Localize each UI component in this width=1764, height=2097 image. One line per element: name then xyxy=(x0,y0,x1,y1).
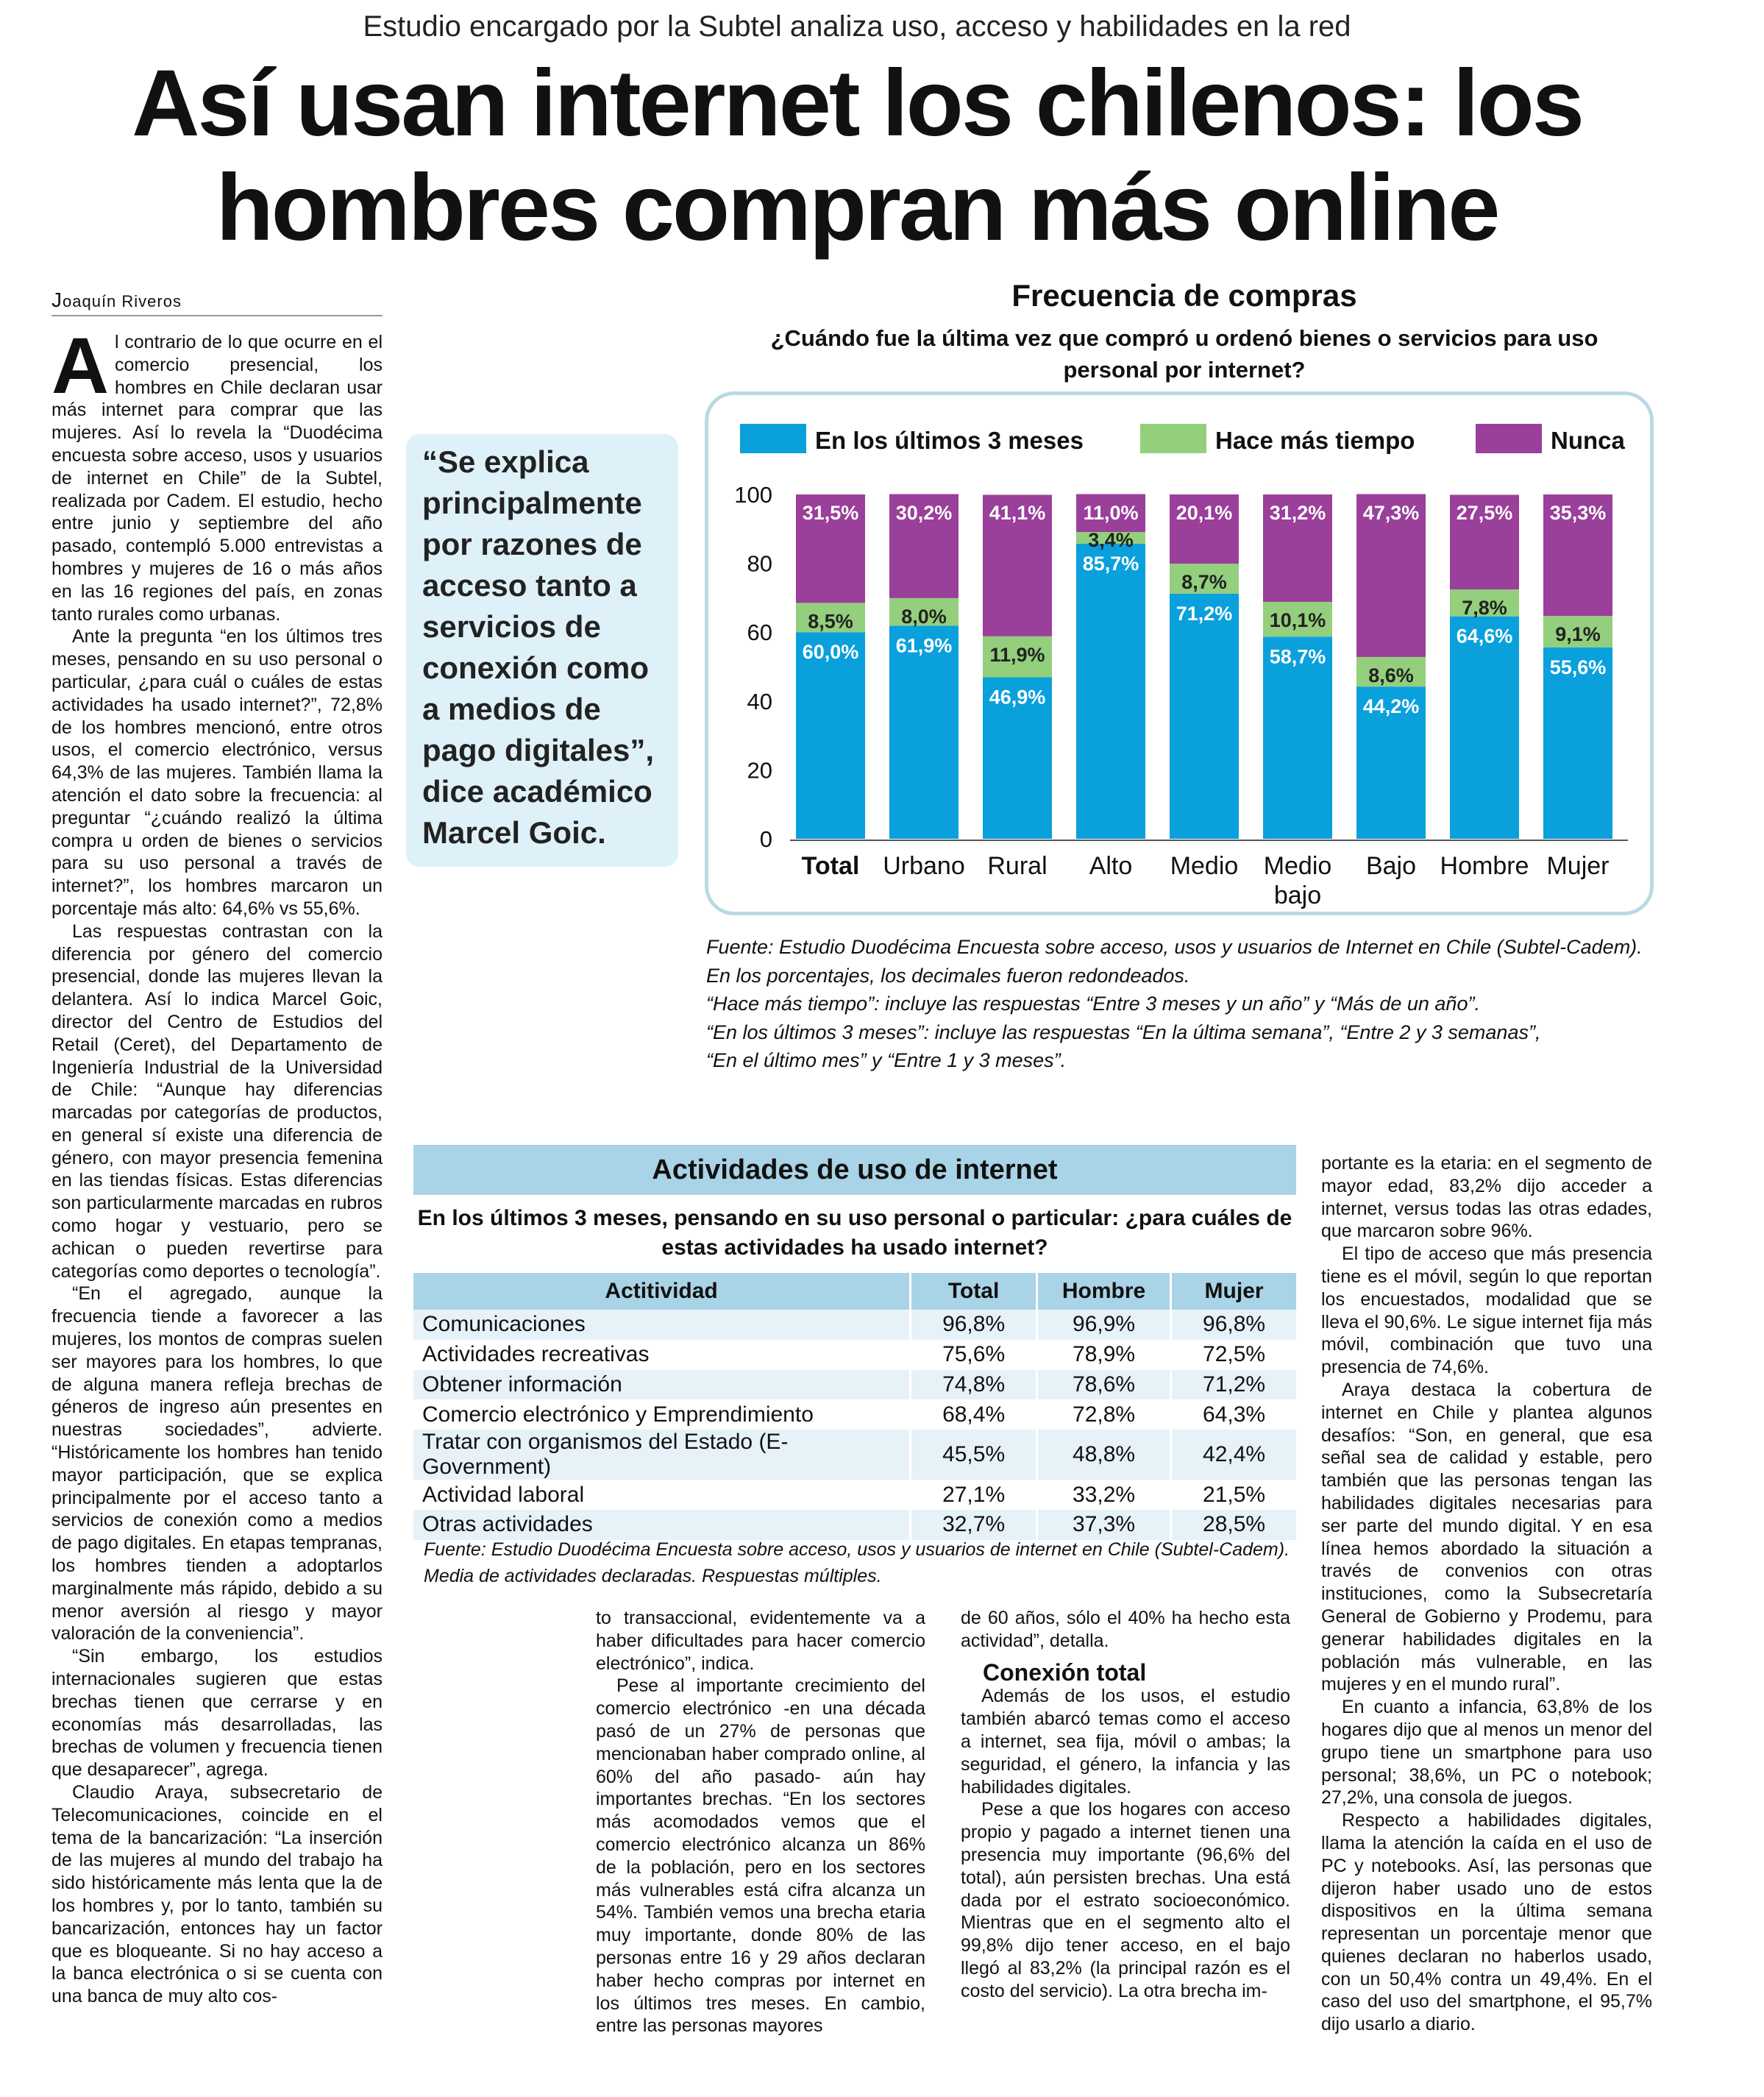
total-cell: 74,8% xyxy=(911,1370,1037,1400)
activity-name-cell: Tratar con organismos del Estado (E-Government) xyxy=(413,1430,911,1480)
paragraph: l contrario de lo que ocurre en el comercio presencial, los hombres en Chile declaran usar más internet para comprar que las mujeres. Así lo revela la “Duodécima encuesta sobre acceso, usos y usuarios de internet en Chile” de la Subtel, realizada por Cadem. El estudio, hecho entre junio y septiembre del año pasado, contempló 5.000 entrevistas a hombres y mujeres de 16 o más años en las 16 regiones del país, en zonas tanto rurales como urbanas. xyxy=(51,332,383,625)
total-cell: 68,4% xyxy=(911,1399,1037,1430)
data-label: 8,5% xyxy=(808,610,853,633)
data-label: 8,7% xyxy=(1181,571,1227,594)
y-tick-label: 100 xyxy=(734,482,772,508)
activity-name-cell: Comercio electrónico y Emprendimiento xyxy=(422,1402,814,1427)
category-label: Bajo xyxy=(1365,852,1417,880)
data-label: 46,9% xyxy=(989,686,1046,709)
category-label: Rural xyxy=(987,852,1048,880)
data-label: 3,4% xyxy=(1088,528,1134,551)
header-mujer: Mujer xyxy=(1171,1273,1296,1310)
chart-title: Frecuencia de compras xyxy=(1011,278,1357,313)
headline-line-1: Así usan internet los chilenos: los xyxy=(132,51,1582,156)
category-label: Urbano xyxy=(883,852,965,880)
table-row xyxy=(413,1430,1296,1480)
table-row xyxy=(413,1510,1296,1540)
data-label: 71,2% xyxy=(1176,602,1233,625)
mujer-cell: 64,3% xyxy=(1171,1399,1296,1430)
data-label: 27,5% xyxy=(1456,502,1513,524)
table-header-row xyxy=(413,1273,1296,1310)
paragraph: Pese al importante crecimiento del comercio electrónico -en una década pasó de un 27% de personas que mencionaban haber comprado online, al 60% del año pasado- aún hay importantes brechas. “En los sectores más acomodados vemos que el comercio electrónico alcanza un 86% de la población, pero en los sectores más vulnerables está cifra alcanza un 54%. También vemos una brecha etaria muy importante, donde 80% de las personas entre 16 y 29 años declaran haber hecho compras por internet en los últimos tres meses. En cambio, entre las personas mayores xyxy=(596,1675,925,2037)
paragraph: Ante la pregunta “en los últimos tres meses, pensando en su uso personal o particular, ¿para cuál o cuáles de estas actividades ha usado internet?”, 72,8% de los hombres mencionó, entre otros usos, el comercio electrónico, versus 64,3% de las mujeres. También llama la atención el dato sobre la frecuencia: al preguntar “¿cuándo realizó la última compra u orden de bienes o servicios para su uso personal a través de internet?”, los hombres marcaron un porcentaje más alto: 64,6% vs 55,6%. xyxy=(51,626,383,919)
mujer-cell: 96,8% xyxy=(1171,1310,1296,1340)
data-label: 10,1% xyxy=(1269,609,1326,632)
hombre-cell: 37,3% xyxy=(1037,1510,1171,1540)
paragraph: Las respuestas contrastan con la diferencia por género del comercio presencial, donde las mujeres llevan la delantera. Así lo indica Marcel Goic, director del Centro de Estudios del Retail (Ceret), del Departamento de Ingeniería Industrial de la Universidad de Chile: “Aunque hay diferencias marcadas por categorías de productos, en general sí existe una diferencia de género, con mayor presencia femenina en las tiendas físicas. Estas diferencias son particularmente marcadas en rubros como hogar y vestuario, pero se achican o pueden revertirse para categorías como deportes o tecnología”. xyxy=(51,920,383,1282)
pull-quote: “Se explica principalmente por razones de acceso tanto a servicios de conexión como a medios de pago digitales”, dice académico Marcel Goic. xyxy=(422,444,655,850)
legend-swatch xyxy=(740,424,806,453)
mujer-cell: 42,4% xyxy=(1171,1430,1296,1480)
activity-name-cell: Actividades recreativas xyxy=(422,1342,650,1367)
hombre-cell: 33,2% xyxy=(1037,1480,1171,1510)
bar-segment xyxy=(1170,594,1239,839)
hombre-cell: 96,9% xyxy=(1037,1310,1171,1340)
article-column-4 xyxy=(1321,1152,1652,2036)
paragraph: “En el agregado, aunque la frecuencia tiende a favorecer a las mujeres, los montos de compras suelen ser mayores para los hombres, lo que de alguna manera refleja brechas de géneros de ingreso aún presentes en nuestras sociedades”, advierte. “Históricamente los hombres han tenido mayor participación, que se explica principalmente por el acceso tanto a servicios de conexión como a medios de pago digitales. En etapas tempranas, los hombres tienden a adoptarlos marginalmente más rápido, debido a su menor aversión al riesgo y mayor valoración de la conveniencia”. xyxy=(51,1283,383,1644)
table-note: Media de actividades declaradas. Respuestas múltiples. xyxy=(424,1566,882,1586)
chart-note: Fuente: Estudio Duodécima Encuesta sobre acceso, usos y usuarios de Internet en Chile (Subtel-Cadem). xyxy=(706,936,1643,958)
category-label: Total xyxy=(801,852,860,880)
data-label: 85,7% xyxy=(1082,552,1139,575)
data-label: 41,1% xyxy=(989,502,1046,524)
data-label: 64,6% xyxy=(1456,625,1513,647)
data-label: 61,9% xyxy=(895,634,953,657)
activity-name-cell: Actividad laboral xyxy=(422,1482,585,1507)
data-label: 60,0% xyxy=(802,641,859,664)
article-column-1 xyxy=(51,321,383,2008)
table-note: Fuente: Estudio Duodécima Encuesta sobre acceso, usos y usuarios de internet en Chile (Subtel-Cadem). xyxy=(424,1539,1290,1560)
data-label: 31,5% xyxy=(802,502,859,524)
kicker: Estudio encargado por la Subtel analiza uso, acceso y habilidades en la red xyxy=(363,10,1351,43)
article-column-2 xyxy=(596,1607,925,2037)
activities-question: En los últimos 3 meses, pensando en su uso personal o particular: ¿para cuáles de estas actividades ha usado internet? xyxy=(417,1206,1292,1260)
article-column-3 xyxy=(961,1607,1290,2003)
subheading: Conexión total xyxy=(983,1658,1147,1686)
hombre-cell: 72,8% xyxy=(1037,1399,1171,1430)
chart-subtitle: ¿Cuándo fue la última vez que compró u ordenó bienes o servicios para uso personal por internet? xyxy=(770,325,1598,383)
paragraph: portante es la etaria: en el segmento de mayor edad, 83,2% dijo acceder a internet, versus todas las otras edades, que marcaron sobre 96%. xyxy=(1321,1153,1652,1242)
category-label: Medio bajo xyxy=(1263,852,1332,909)
category-label: Mujer xyxy=(1546,852,1610,880)
y-tick-label: 60 xyxy=(747,620,772,646)
legend-label: En los últimos 3 meses xyxy=(815,427,1084,454)
table-row xyxy=(413,1480,1296,1510)
paragraph: de 60 años, sólo el 40% ha hecho esta actividad”, detalla. xyxy=(961,1608,1290,1651)
paragraph: Además de los usos, el estudio también abarcó temas como el acceso a internet, sea fija, móvil o ambas; la seguridad, el género, la infancia y las habilidades digitales. xyxy=(961,1686,1290,1798)
bar-segment xyxy=(796,632,865,839)
activity-name-cell: Otras actividades xyxy=(413,1510,911,1540)
chart-note: “Hace más tiempo”: incluye las respuestas “Entre 3 meses y un año” y “Más de un año”. xyxy=(706,993,1480,1015)
data-label: 9,1% xyxy=(1555,623,1601,646)
bar-segment xyxy=(1076,544,1145,839)
activities-notes xyxy=(424,1536,1306,1589)
dropcap: A xyxy=(51,321,109,410)
total-cell: 32,7% xyxy=(911,1510,1037,1540)
data-label: 20,1% xyxy=(1176,502,1233,524)
chart-note: “En los últimos 3 meses”: incluye las respuestas “En la última semana”, “Entre 2 y 3 semanas”, xyxy=(706,1021,1541,1043)
activity-name-cell: Comunicaciones xyxy=(413,1310,911,1340)
y-tick-label: 80 xyxy=(747,550,772,577)
paragraph: Respecto a habilidades digitales, llama la atención la caída en el uso de PC y notebooks. Así, las personas que dijeron haber usado uno de estos dispositivos en la última semana representan un porcentaje menor que quienes declaran no haberlos usado, con un 50,4% contra un 49,4%. En el caso del uso del smartphone, el 95,7% dijo usarlo a diario. xyxy=(1321,1810,1652,2035)
legend-swatch xyxy=(1476,424,1542,453)
hombre-cell: 78,6% xyxy=(1037,1370,1171,1400)
stacked-bar-chart xyxy=(705,391,1654,915)
data-label: 44,2% xyxy=(1362,695,1420,718)
data-label: 7,8% xyxy=(1462,597,1507,620)
bar-segment xyxy=(1450,617,1519,839)
header-hombre: Hombre xyxy=(1037,1273,1171,1310)
chart-notes xyxy=(706,933,1685,1075)
legend-swatch xyxy=(1140,424,1206,453)
activities-title: Actividades de uso de internet xyxy=(413,1145,1296,1195)
chart-note: En los porcentajes, los decimales fueron redondeados. xyxy=(706,964,1190,987)
mujer-cell: 71,2% xyxy=(1171,1370,1296,1400)
data-label: 47,3% xyxy=(1362,502,1420,524)
paragraph: El tipo de acceso que más presencia tiene es el móvil, según lo que reportan los encuestados, modalidad que se lleva el 90,6%. Le sigue internet fija más móvil, combinación que tuvo una presencia de 74,6%. xyxy=(1321,1243,1652,1378)
paragraph: Pese a que los hogares con acceso propio y pagado a internet tienen una presencia muy importante (96,6% del total), aún persisten brechas. Una está dada por el estrato socioeconómico. Mientras que en el segmento alto el 99,8% dijo tener acceso, en el bajo llegó al 83,2% (la principal razón es el costo del servicio). La otra brecha im- xyxy=(961,1799,1290,2001)
y-tick-label: 0 xyxy=(759,826,772,852)
hombre-cell: 78,9% xyxy=(1037,1340,1171,1370)
byline: Joaquín Riveros xyxy=(51,288,383,316)
category-label: Medio xyxy=(1170,852,1239,880)
data-label: 55,6% xyxy=(1549,656,1607,678)
paragraph: to transaccional, evidentemente va a haber dificultades para hacer comercio electrónico”, indica. xyxy=(596,1608,925,1674)
paragraph: En cuanto a infancia, 63,8% de los hogares dijo que al menos un menor del grupo tiene un smartphone para uso personal; 38,6%, un PC o notebook; 27,2%, una consola de juegos. xyxy=(1321,1697,1652,1809)
header-activity: Actitividad xyxy=(413,1273,911,1310)
paragraph: “Sin embargo, los estudios internacionales sugieren que estas brechas tienen que cerrarse y en economías más desarrolladas, las brechas de volumen y frecuencia tienen que desaparecer”, agrega. xyxy=(51,1646,383,1781)
chart-note: “En el último mes” y “Entre 1 y 3 meses”. xyxy=(706,1049,1067,1071)
category-label: Alto xyxy=(1089,852,1133,880)
total-cell: 75,6% xyxy=(911,1340,1037,1370)
headline xyxy=(0,52,1714,260)
data-label: 8,0% xyxy=(901,605,947,628)
data-label: 30,2% xyxy=(895,502,953,524)
data-label: 58,7% xyxy=(1269,645,1326,668)
y-tick-label: 20 xyxy=(747,757,772,784)
paragraph: Claudio Araya, subsecretario de Telecomunicaciones, coincide en el tema de la bancarización: “La inserción de las mujeres al mundo del trabajo ha sido históricamente más lenta que la de los hombres y, por lo tanto, también su bancarización, entonces hay un factor que es bloqueante. Si no hay acceso a la banca electrónica o si se cuenta con una banca de muy alto cos- xyxy=(51,1782,383,2007)
data-label: 31,2% xyxy=(1269,502,1326,524)
legend-label: Nunca xyxy=(1551,427,1625,454)
header-total: Total xyxy=(911,1273,1037,1310)
total-cell: 96,8% xyxy=(911,1310,1037,1340)
activities-table xyxy=(413,1273,1296,1540)
hombre-cell: 48,8% xyxy=(1037,1430,1171,1480)
table-row xyxy=(413,1370,1296,1400)
table-row xyxy=(413,1310,1296,1340)
data-label: 35,3% xyxy=(1549,502,1607,524)
data-label: 11,9% xyxy=(989,643,1045,666)
data-label: 11,0% xyxy=(1083,502,1139,524)
mujer-cell: 21,5% xyxy=(1171,1480,1296,1510)
data-label: 8,6% xyxy=(1368,664,1414,686)
table-row xyxy=(413,1340,1296,1370)
mujer-cell: 28,5% xyxy=(1171,1510,1296,1540)
headline-line-2: hombres compran más online xyxy=(216,155,1498,260)
activity-name-cell: Obtener información xyxy=(413,1370,911,1400)
paragraph: Araya destaca la cobertura de internet en Chile y plantea algunos desafíos: “Son, en general, que esa señal sea de calidad y estable, pero también que las personas tengan las habilidades digitales necesarias para ser parte del mundo digital. Y en esa línea hemos abordado la situación a través de convenios con otras instituciones, como la Subsecretaría General de Gobierno y Prodemu, para generar habilidades digitales en la población más vulnerable, en las mujeres y en el mundo rural”. xyxy=(1321,1379,1652,1695)
category-label: Hombre xyxy=(1440,852,1529,880)
bar-segment xyxy=(889,625,959,839)
total-cell: 45,5% xyxy=(911,1430,1037,1480)
total-cell: 27,1% xyxy=(911,1480,1037,1510)
y-tick-label: 40 xyxy=(747,688,772,714)
table-row xyxy=(413,1399,1296,1430)
legend-label: Hace más tiempo xyxy=(1215,427,1415,454)
mujer-cell: 72,5% xyxy=(1171,1340,1296,1370)
